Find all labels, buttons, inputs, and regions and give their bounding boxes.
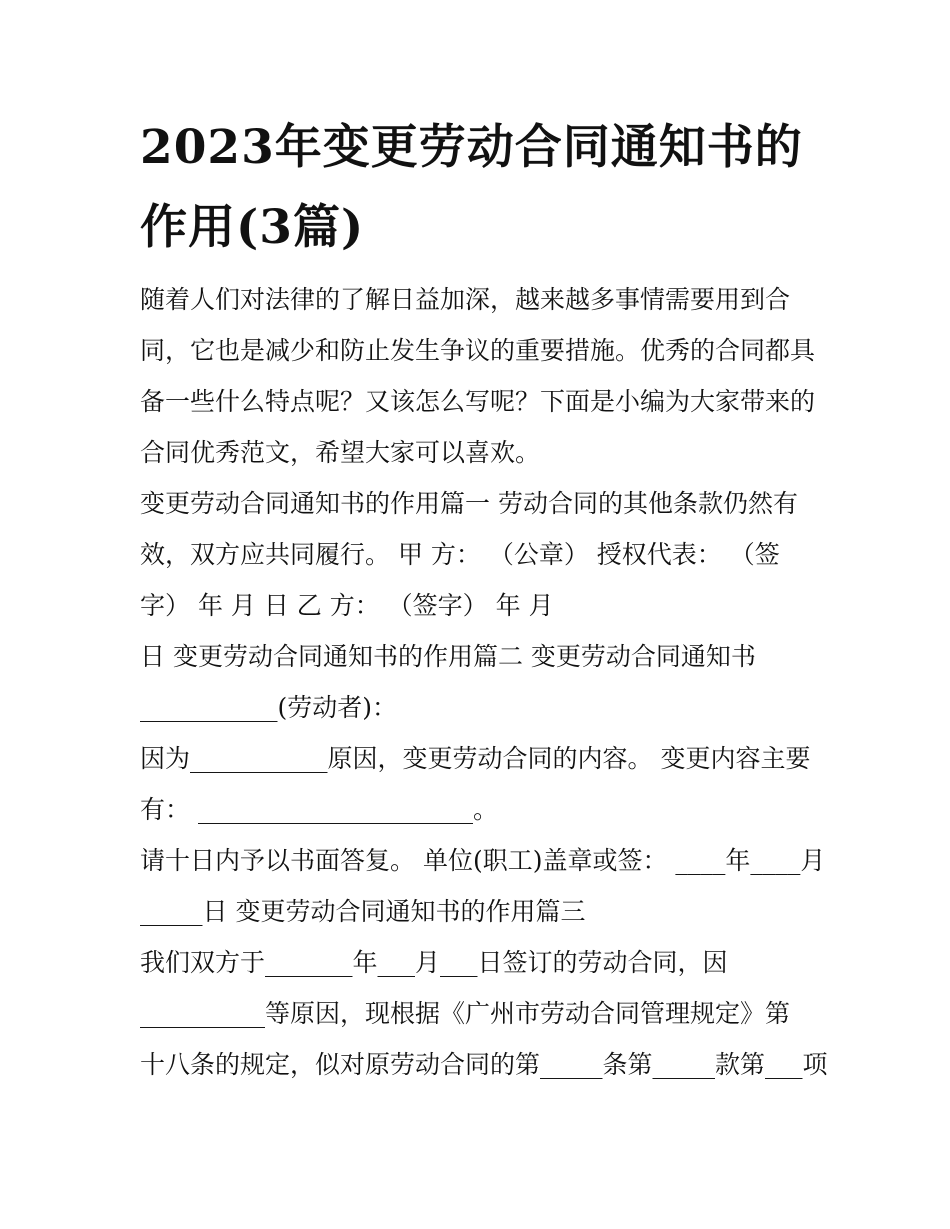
body-text-line: 备一些什么特点呢？又该怎么写呢？下面是小编为大家带来的 <box>140 387 816 416</box>
body-text-line: _____日 变更劳动合同通知书的作用篇三 <box>140 897 586 926</box>
body-text-line: __________等原因，现根据《广州市劳动合同管理规定》第 <box>140 999 791 1028</box>
body-text-line: 字） 年 月 日 乙 方： （签字） 年 月 <box>140 591 554 620</box>
body-text-line: 因为___________原因，变更劳动合同的内容。 变更内容主要 <box>140 744 811 773</box>
body-text-line: 日 变更劳动合同通知书的作用篇二 变更劳动合同通知书 <box>140 642 756 671</box>
body-text-line: 有： ______________________。 <box>140 795 498 824</box>
body-text-line: 变更劳动合同通知书的作用篇一 劳动合同的其他条款仍然有 <box>140 489 798 518</box>
body-text-line: 同，它也是减少和防止发生争议的重要措施。优秀的合同都具 <box>140 336 816 365</box>
body-text-line: ___________(劳动者)： <box>140 693 398 722</box>
body-text-line: 十八条的规定，似对原劳动合同的第_____条第_____款第___项 <box>140 1050 828 1079</box>
document-title-line-1: 2023年变更劳动合同通知书的 <box>140 120 803 175</box>
body-text-line: 我们双方于_______年___月___日签订的劳动合同，因 <box>140 948 728 977</box>
body-text-line: 随着人们对法律的了解日益加深，越来越多事情需要用到合 <box>140 285 791 314</box>
document-title-line-2: 作用(3篇) <box>140 200 365 255</box>
body-text-line: 效，双方应共同履行。 甲 方： （公章） 授权代表： （签 <box>140 540 780 569</box>
body-text-line: 合同优秀范文，希望大家可以喜欢。 <box>140 438 541 467</box>
body-text-line: 请十日内予以书面答复。 单位(职工)盖章或签： ____年____月 <box>140 846 826 875</box>
